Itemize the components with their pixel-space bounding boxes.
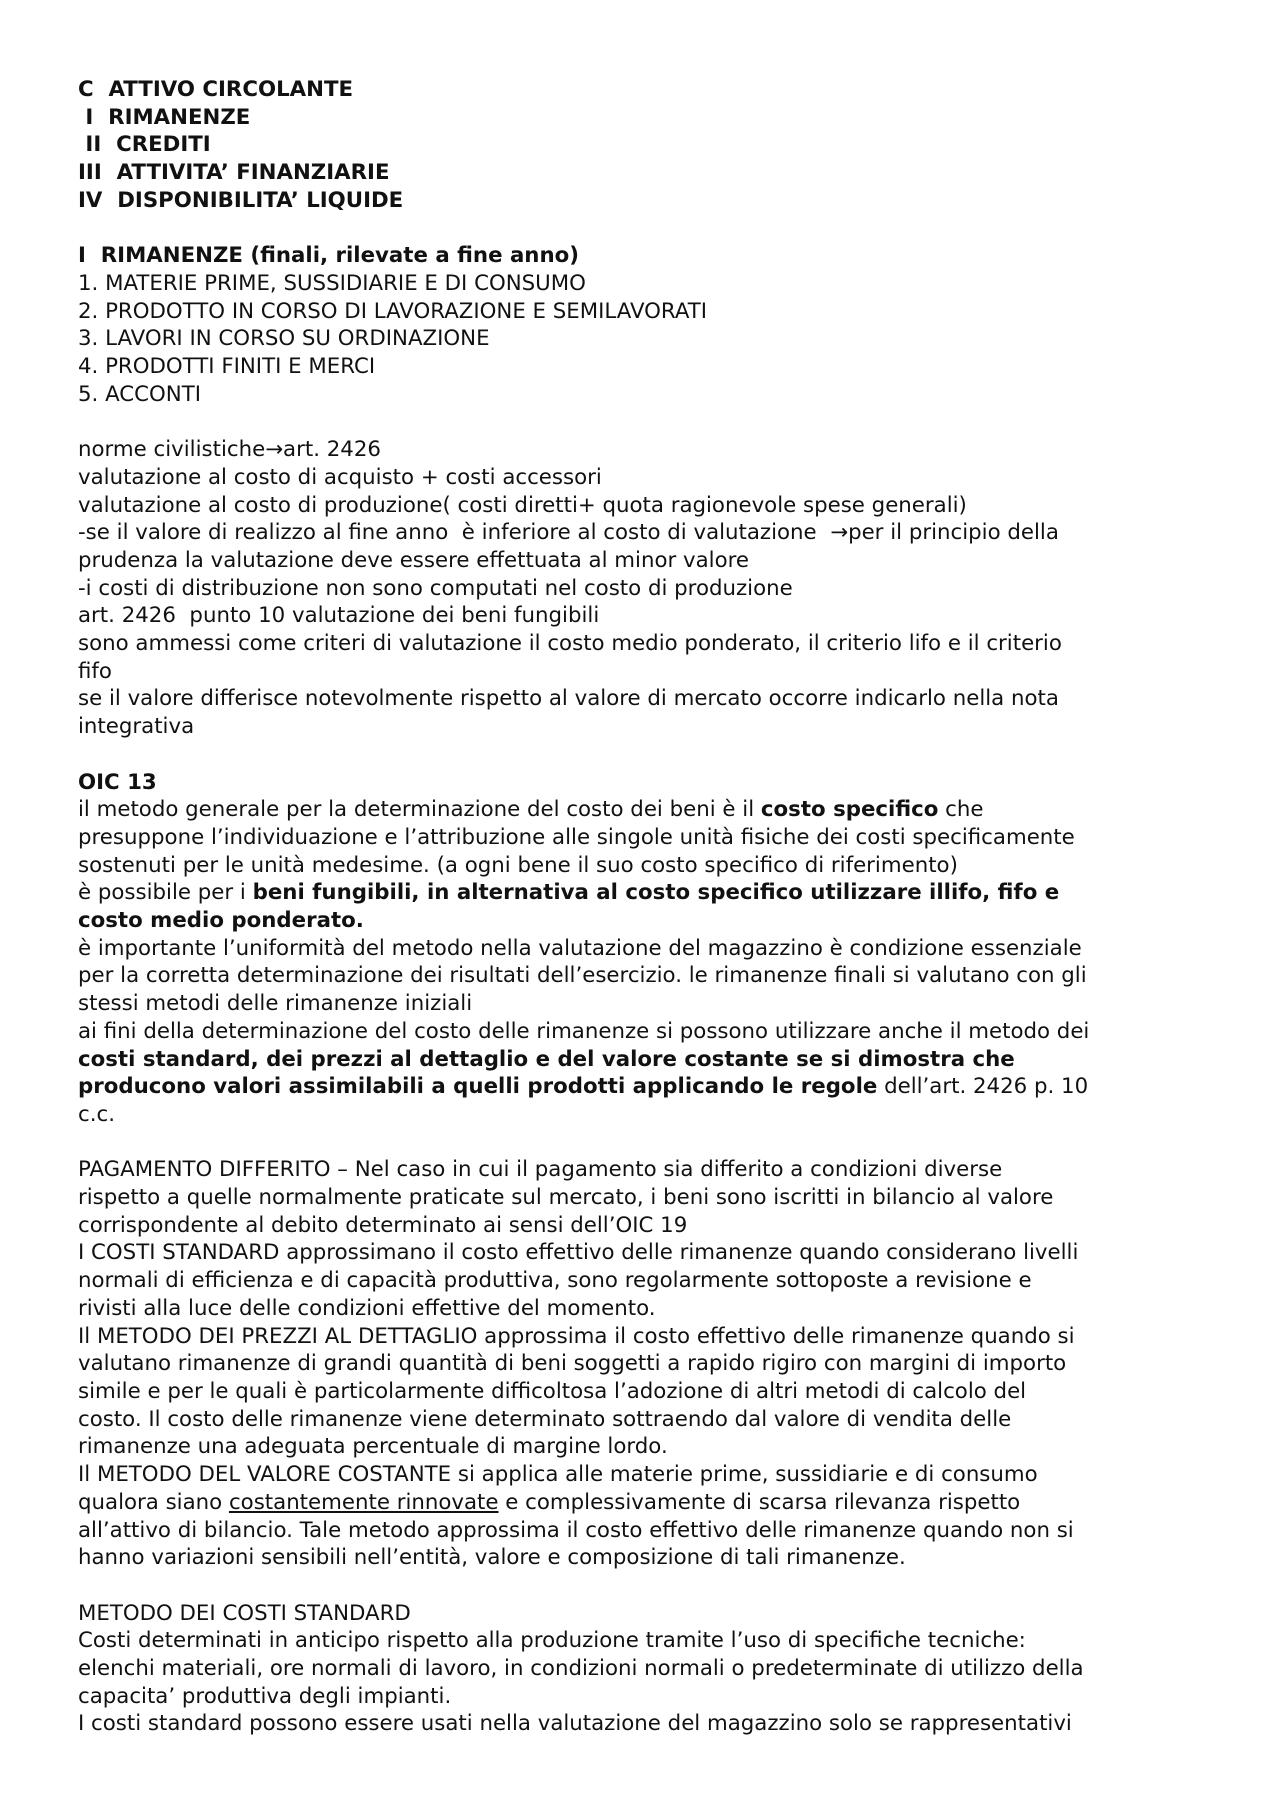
text-line: Il METODO DEL VALORE COSTANTE si applica alle materie prime, sussidiarie e di consumo bbox=[78, 1462, 1038, 1488]
text-line: per la corretta determinazione dei risultati dell’esercizio. le rimanenze finali si valutano con gli bbox=[78, 963, 1087, 989]
arrow-icon: → bbox=[830, 520, 849, 546]
text-line: sono ammessi come criteri di valutazione il costo medio ponderato, il criterio lifo e il criterio bbox=[78, 631, 1062, 657]
text-line: qualora siano costantemente rinnovate e complessivamente di scarsa rilevanza rispetto bbox=[78, 1489, 1021, 1515]
text-line: capacita’ produttiva degli impianti. bbox=[78, 1683, 452, 1709]
text-line: corrispondente al debito determinato ai sensi dell’OIC 19 bbox=[78, 1212, 688, 1238]
text-line: I COSTI STANDARD approssimano il costo effettivo delle rimanenze quando considerano livelli bbox=[78, 1240, 1079, 1266]
list-item: 2. PRODOTTO IN CORSO DI LAVORAZIONE E SEMILAVORATI bbox=[78, 298, 708, 324]
text-line: art. 2426 punto 10 valutazione dei beni fungibili bbox=[78, 603, 600, 629]
outline-line: IV DISPONIBILITA’ LIQUIDE bbox=[78, 187, 404, 213]
text-line: sostenuti per le unità medesime. (a ogni bene il suo costo specifico di riferimento) bbox=[78, 852, 958, 878]
text-line: costo. Il costo delle rimanenze viene determinato sottraendo dal valore di vendita delle bbox=[78, 1406, 1012, 1432]
text-line: stessi metodi delle rimanenze iniziali bbox=[78, 991, 473, 1017]
list-item: 1. MATERIE PRIME, SUSSIDIARIE E DI CONSUMO bbox=[78, 270, 586, 296]
text-line: fifo bbox=[78, 658, 112, 684]
text-line: -se il valore di realizzo al fine anno è inferiore al costo di valutazione →per il principio della bbox=[78, 520, 1059, 546]
text-line: valutazione al costo di acquisto + costi accessori bbox=[78, 464, 602, 490]
text-line: rispetto a quelle normalmente praticate sul mercato, i beni sono iscritti in bilancio al valore bbox=[78, 1185, 1054, 1211]
section-heading: METODO DEI COSTI STANDARD bbox=[78, 1600, 411, 1626]
outline-line: II CREDITI bbox=[78, 132, 211, 158]
list-item: 5. ACCONTI bbox=[78, 381, 202, 407]
outline-line: I RIMANENZE bbox=[78, 104, 251, 130]
text-line: Costi determinati in anticipo rispetto alla produzione tramite l’uso di specifiche tecniche: bbox=[78, 1628, 1026, 1654]
text-line: PAGAMENTO DIFFERITO – Nel caso in cui il pagamento sia differito a condizioni diverse bbox=[78, 1157, 1003, 1183]
text-line: valutano rimanenze di grandi quantità di beni soggetti a rapido rigiro con margini di importo bbox=[78, 1351, 1067, 1377]
text-line: all’attivo di bilancio. Tale metodo approssima il costo effettivo delle rimanenze quando non si bbox=[78, 1517, 1074, 1543]
text-line: simile e per le quali è particolarmente difficoltosa l’adozione di altri metodi di calcolo del bbox=[78, 1378, 1027, 1404]
text-line: integrativa bbox=[78, 714, 195, 740]
text-line: -i costi di distribuzione non sono computati nel costo di produzione bbox=[78, 575, 793, 601]
text-line: Il METODO DEI PREZZI AL DETTAGLIO approssima il costo effettivo delle rimanenze quando si bbox=[78, 1323, 1075, 1349]
text-line: ai fini della determinazione del costo delle rimanenze si possono utilizzare anche il metodo dei bbox=[78, 1018, 1090, 1044]
text-line: rimanenze una adeguata percentuale di margine lordo. bbox=[78, 1434, 668, 1460]
text-line: valutazione al costo di produzione( costi diretti+ quota ragionevole spese generali) bbox=[78, 492, 967, 518]
text-line: è possibile per i beni fungibili, in alternativa al costo specifico utilizzare illifo, fifo e bbox=[78, 880, 1060, 906]
text-line: costi standard, dei prezzi al dettaglio e del valore costante se si dimostra che bbox=[78, 1046, 1015, 1072]
text-line: c.c. bbox=[78, 1101, 115, 1127]
text-line: hanno variazioni sensibili nell’entità, valore e composizione di tali rimanenze. bbox=[78, 1545, 906, 1571]
section-heading: I RIMANENZE (finali, rilevate a fine anno) bbox=[78, 243, 579, 269]
text-line: elenchi materiali, ore normali di lavoro, in condizioni normali o predeterminate di utilizzo della bbox=[78, 1656, 1084, 1681]
text-line: il metodo generale per la determinazione del costo dei beni è il costo specifico che bbox=[78, 797, 984, 823]
text-line: presuppone l’individuazione e l’attribuzione alle singole unità fisiche dei costi specificamente bbox=[78, 824, 1075, 850]
text-line: prudenza la valutazione deve essere effettuata al minor valore bbox=[78, 547, 749, 573]
list-item: 4. PRODOTTI FINITI E MERCI bbox=[78, 354, 376, 380]
outline-line: C ATTIVO CIRCOLANTE bbox=[78, 77, 354, 102]
text-line: I costi standard possono essere usati nella valutazione del magazzino solo se rappresentativi bbox=[78, 1711, 1072, 1737]
text-line: se il valore differisce notevolmente rispetto al valore di mercato occorre indicarlo nella nota bbox=[78, 686, 1059, 712]
list-item: 3. LAVORI IN CORSO SU ORDINAZIONE bbox=[78, 326, 490, 352]
section-heading: OIC 13 bbox=[78, 769, 157, 795]
arrow-icon: → bbox=[265, 437, 284, 463]
text-line: costo medio ponderato. bbox=[78, 908, 364, 934]
text-line: norme civilistiche→art. 2426 bbox=[78, 437, 381, 463]
text-line: è importante l’uniformità del metodo nella valutazione del magazzino è condizione essenziale bbox=[78, 935, 1082, 961]
outline-line: III ATTIVITA’ FINANZIARIE bbox=[78, 160, 390, 186]
text-line: rivisti alla luce delle condizioni effettive del momento. bbox=[78, 1295, 656, 1321]
text-line: normali di efficienza e di capacità produttiva, sono regolarmente sottoposte a revisione e bbox=[78, 1268, 1032, 1294]
text-line: producono valori assimilabili a quelli prodotti applicando le regole dell’art. 2426 p. 10 bbox=[78, 1074, 1089, 1100]
